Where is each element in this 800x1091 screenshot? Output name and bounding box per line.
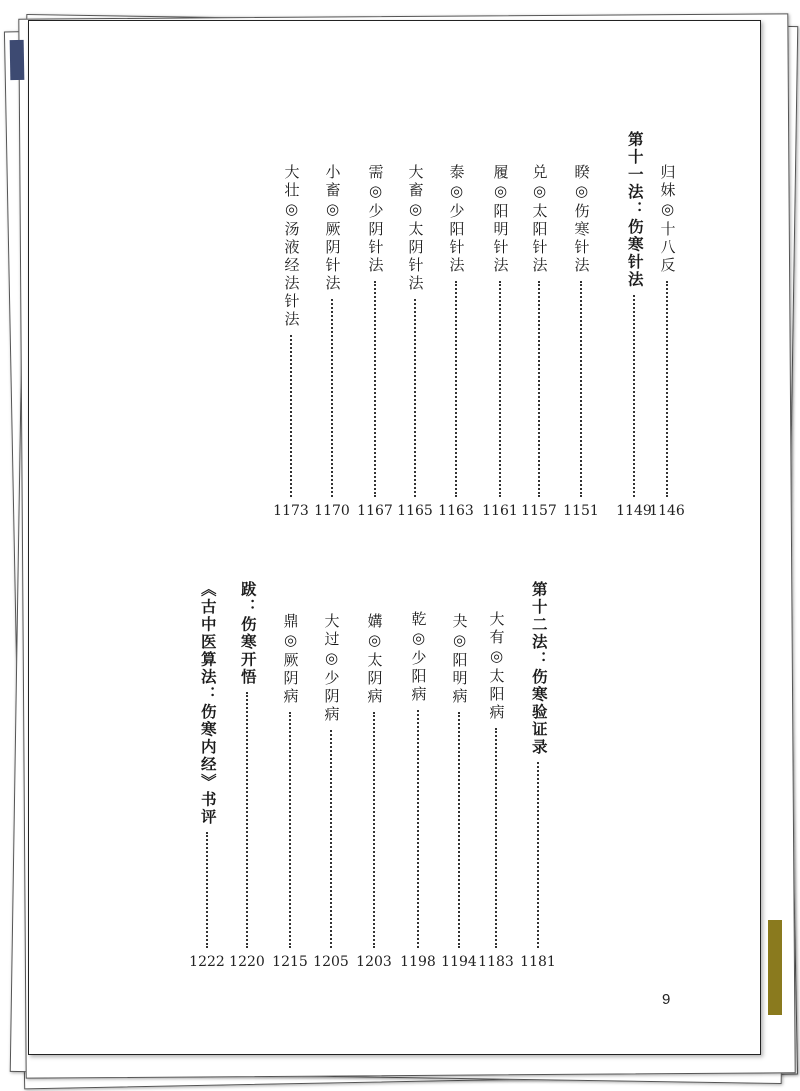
toc-entry[interactable]: [396, 611, 440, 974]
toc-page-number: 1198: [400, 954, 436, 970]
toc-entry-title: 大壮◎汤液经法针法: [282, 164, 301, 329]
toc-entry[interactable]: [516, 581, 560, 974]
toc-entry[interactable]: [434, 164, 478, 523]
toc-entry-title: 跋：伤寒开悟: [238, 581, 257, 686]
toc-entry-title: 归妹◎十八反: [658, 164, 677, 275]
toc-page-number: 1146: [649, 503, 685, 519]
toc-page-number: 1161: [482, 503, 518, 519]
toc-entry-title: 夬◎阳明病: [450, 613, 469, 706]
toc-page-number: 1157: [521, 503, 557, 519]
toc-leader-dots: [666, 281, 668, 497]
toc-entry[interactable]: [517, 164, 561, 523]
toc-leader-dots: [538, 281, 540, 497]
page-number: 9: [662, 991, 671, 1008]
toc-page-number: 1170: [314, 503, 350, 519]
toc-page-number: 1222: [189, 954, 225, 970]
toc-page-number: 1205: [313, 954, 349, 970]
toc-entry-title: 乾◎少阳病: [409, 611, 428, 704]
toc-leader-dots: [373, 712, 375, 948]
toc-leader-dots: [633, 295, 635, 497]
toc-leader-dots: [374, 281, 376, 497]
toc-leader-dots: [330, 730, 332, 948]
toc-page: [28, 20, 761, 1055]
toc-page-number: 1215: [272, 954, 308, 970]
toc-entry[interactable]: [559, 164, 603, 523]
toc-page-number: 1183: [478, 954, 514, 970]
toc-leader-dots: [414, 299, 416, 497]
toc-entry-title: 睽◎伤寒针法: [572, 164, 591, 275]
toc-entry[interactable]: [225, 581, 269, 974]
toc-entry[interactable]: [612, 131, 656, 523]
toc-page-number: 1194: [441, 954, 477, 970]
toc-entry-title: 媾◎太阴病: [365, 613, 384, 706]
toc-page-number: 1163: [438, 503, 474, 519]
toc-entry[interactable]: [309, 613, 353, 974]
toc-entry-title: 泰◎少阳针法: [447, 164, 466, 275]
toc-leader-dots: [537, 762, 539, 948]
toc-entry-title: 大过◎少阴病: [322, 613, 341, 724]
cover-edge-accent: [10, 40, 25, 80]
toc-leader-dots: [417, 710, 419, 948]
toc-page-number: 1167: [357, 503, 393, 519]
toc-entry[interactable]: [268, 613, 312, 974]
toc-leader-dots: [289, 712, 291, 948]
toc-entry[interactable]: [269, 164, 313, 523]
toc-entry-title: 履◎阳明针法: [491, 164, 510, 275]
toc-leader-dots: [246, 692, 248, 948]
toc-entry[interactable]: [478, 164, 522, 523]
cover-edge-accent: [768, 920, 782, 1015]
toc-entry[interactable]: [437, 613, 481, 974]
toc-leader-dots: [331, 299, 333, 497]
toc-leader-dots: [495, 728, 497, 948]
toc-leader-dots: [290, 335, 292, 497]
toc-entry-title: 鼎◎厥阴病: [281, 613, 300, 706]
toc-leader-dots: [458, 712, 460, 948]
toc-page-number: 1151: [563, 503, 599, 519]
toc-page-number: 1220: [229, 954, 265, 970]
toc-entry-title: 大畜◎太阴针法: [406, 164, 425, 293]
toc-page-number: 1149: [616, 503, 652, 519]
toc-entry-title: 小畜◎厥阴针法: [323, 164, 342, 293]
toc-entry-title: 第十一法：伤寒针法: [625, 131, 644, 289]
toc-leader-dots: [206, 832, 208, 948]
toc-entry-title: 《古中医算法：伤寒内经》书评: [198, 581, 217, 826]
toc-page-number: 1165: [397, 503, 433, 519]
toc-leader-dots: [499, 281, 501, 497]
toc-leader-dots: [580, 281, 582, 497]
toc-entry[interactable]: [393, 164, 437, 523]
toc-page-number: 1203: [356, 954, 392, 970]
toc-entry[interactable]: [353, 164, 397, 523]
toc-entry[interactable]: [352, 613, 396, 974]
toc-entry-title: 需◎少阴针法: [366, 164, 385, 275]
toc-entry[interactable]: [185, 581, 229, 974]
toc-page-number: 1181: [520, 954, 556, 970]
toc-leader-dots: [455, 281, 457, 497]
toc-entry[interactable]: [310, 164, 354, 523]
toc-entry-title: 兑◎太阳针法: [530, 164, 549, 275]
toc-entry-title: 第十二法：伤寒验证录: [529, 581, 548, 756]
toc-entry-title: 大有◎太阳病: [487, 611, 506, 722]
toc-page-number: 1173: [273, 503, 309, 519]
